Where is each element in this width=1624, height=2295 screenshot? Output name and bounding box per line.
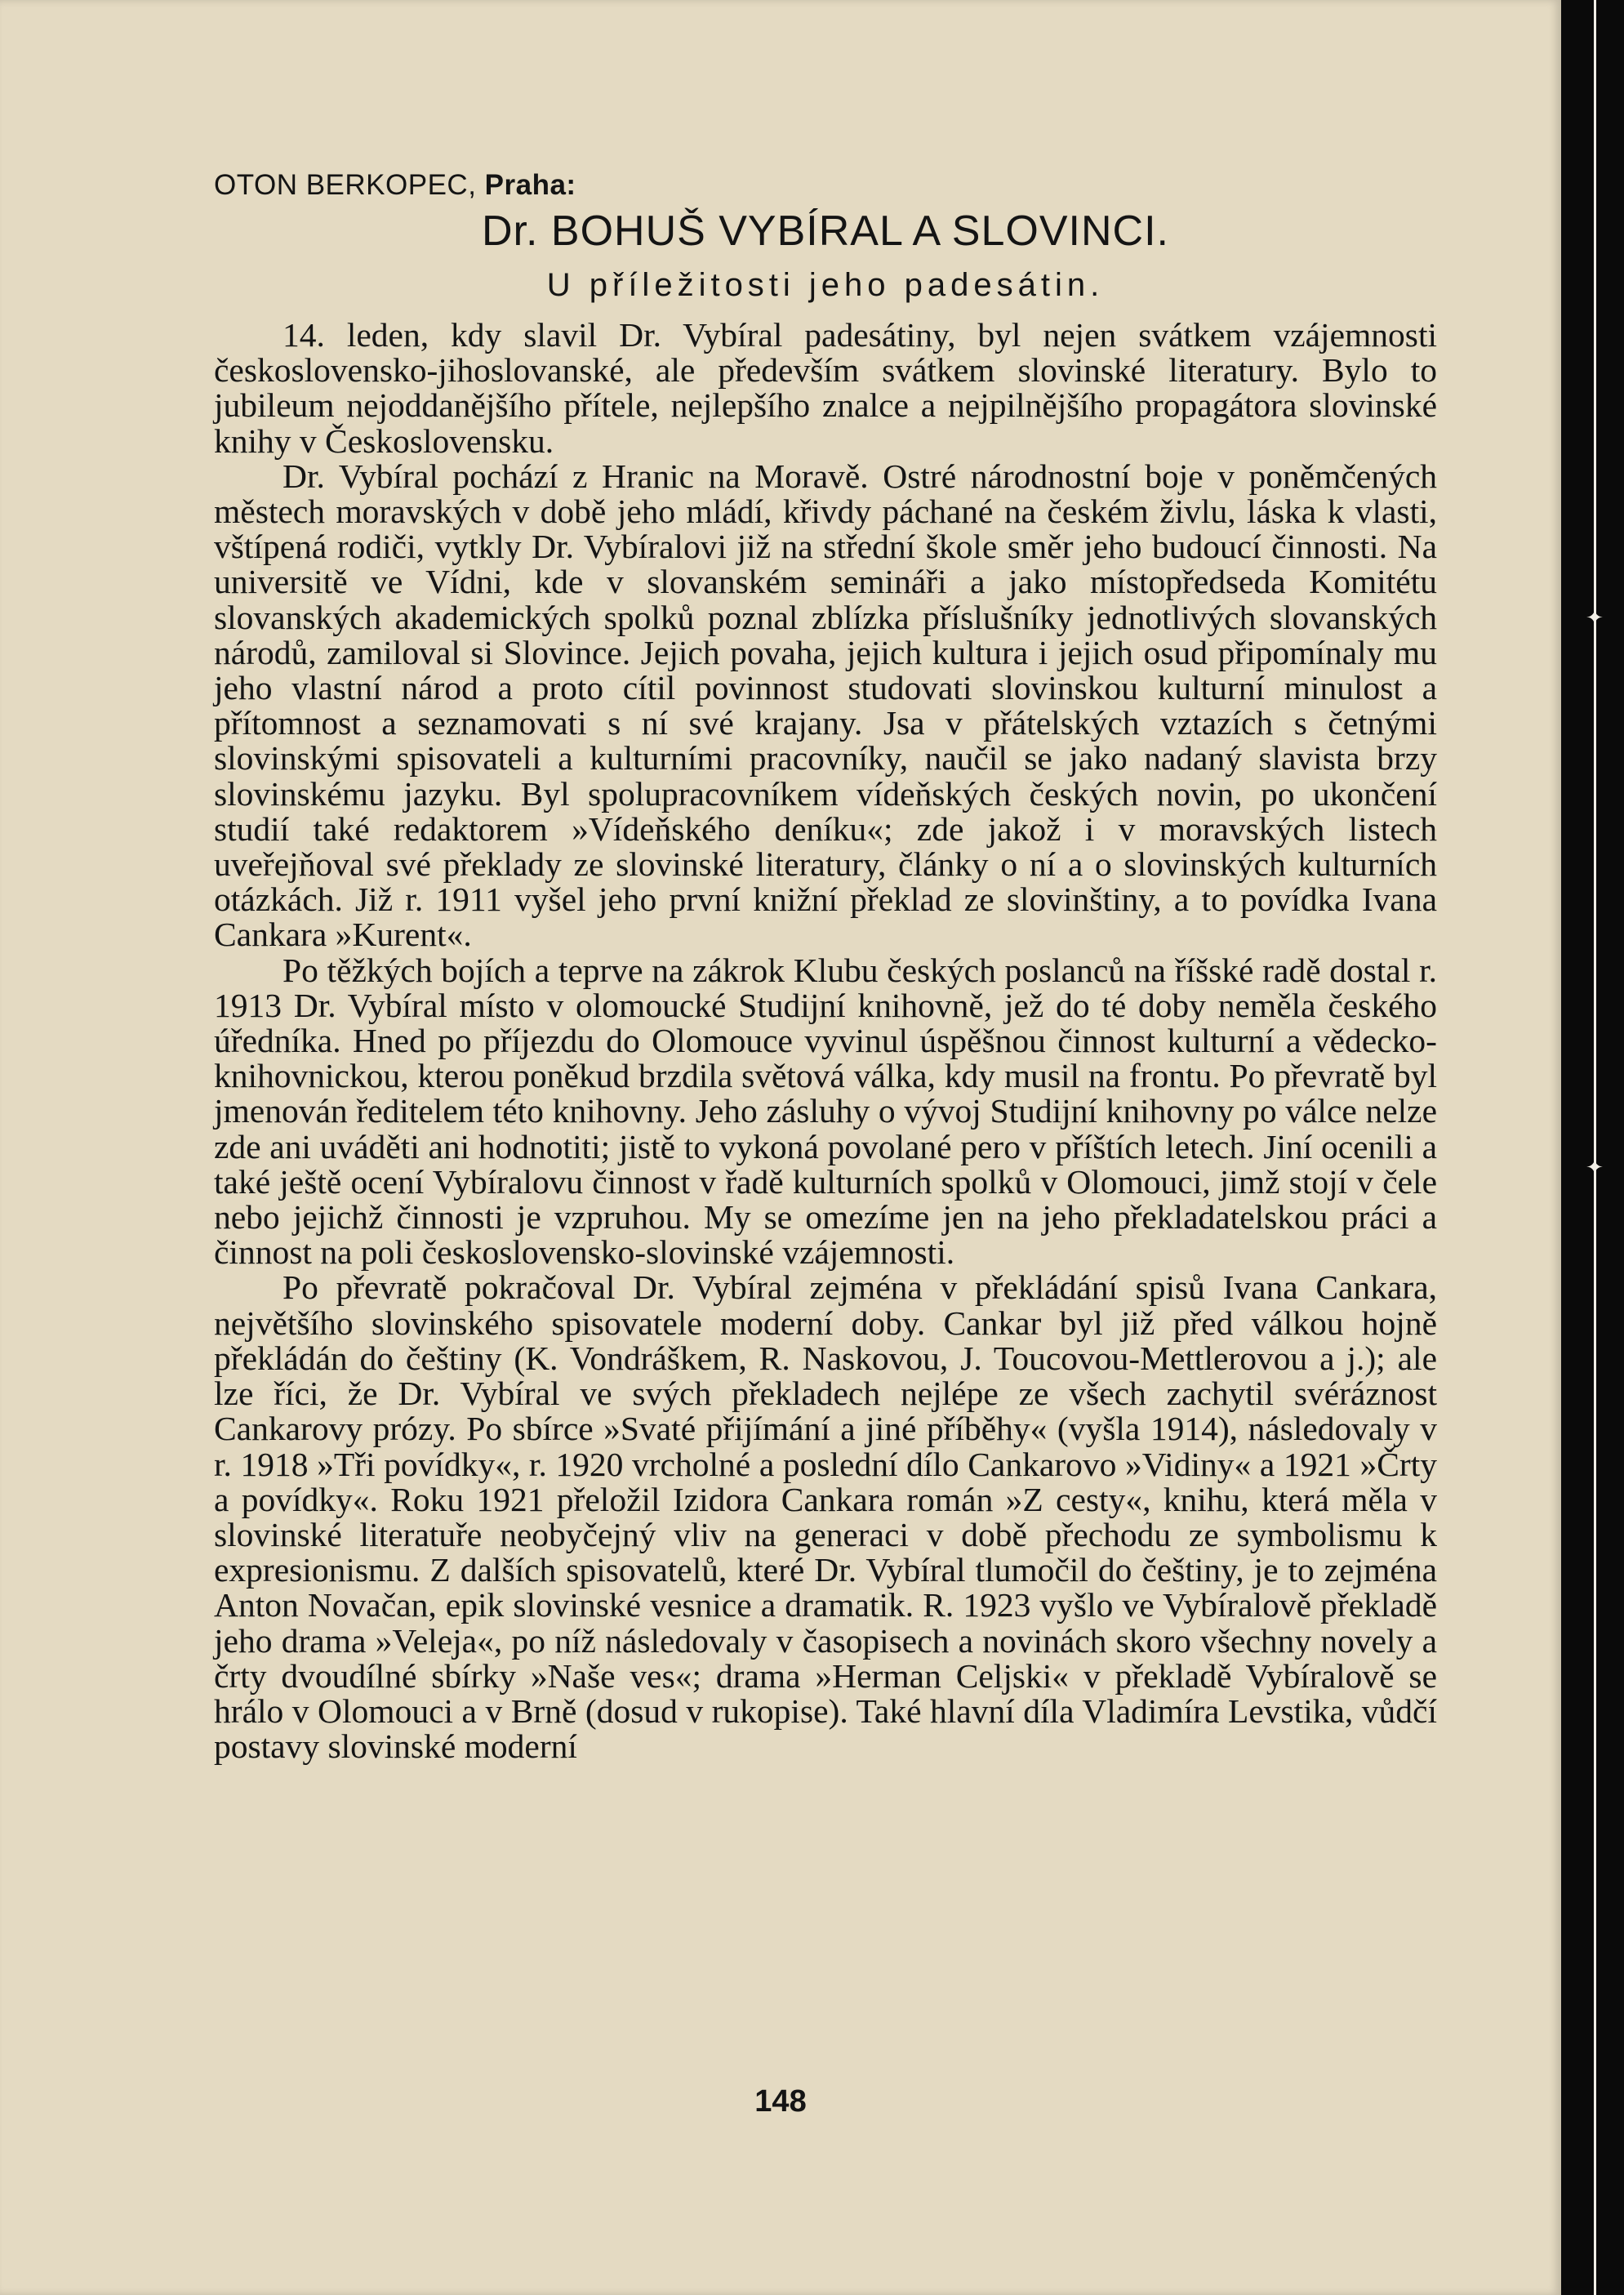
binding-mark-icon: ✦ — [1586, 606, 1604, 631]
author-line — [214, 167, 1437, 203]
article-subtitle: U příležitosti jeho padesátin. — [546, 267, 1105, 303]
paragraph-3: Po těžkých bojích a teprve na zákrok Klubu českých poslanců na říšské radě dostal r. 1913 Dr. Vybíral místo v olomoucké Studijní knihovně, jež do té doby neměla českého úředníka. Hned po příjezdu do Olomouce vyvinul úspěšnou činnost kulturní a vědecko-knihovnickou, kterou poněkud brzdila světová válka, kdy musil na frontu. Po převratě byl jmenován ředitelem této knihovny. Jeho zásluhy o vývoj Studijní knihovny po válce nelze zde ani uváděti ani hodnotiti; jistě to vykoná povolané pero v příštích letech. Jiní ocenili a také ještě ocení Vybíralovu činnost v řadě kulturních spolků v Olomouci, jimž stojí v čele nebo jejichž činnosti je vzpruhou. My se omezíme jen na jeho překladatelskou práci a činnost na poli československo-slovinské vzájemnosti. — [214, 951, 1437, 1272]
paragraph-2: Dr. Vybíral pochází z Hranic na Moravě. Ostré národnostní boje v poněmčených městech moravských v době jeho mládí, křivdy páchané na českém živlu, láska k vlasti, vštípená rodiči, vytkly Dr. Vybíralovi již na střední škole směr jeho budoucí činnosti. Na universitě ve Vídni, kde v slovanském semináři a jako místopředseda Komitétu slovanských akademických spolků poznal zblízka příslušníky jednotlivých slovanských národů, zamiloval si Slovince. Jejich povaha, jejich kultura i jejich osud připomínaly mu jeho vlastní národ a proto cítil povinnost studovati slovinskou kulturní minulost a přítomnost a seznamovati s ní své krajany. Jsa v přátelských vztazích s četnými slovinskými spisovateli a kulturními pracovníky, naučil se jako nadaný slavista brzy slovinskému jazyku. Byl spolupracovníkem vídeňských českých novin, po ukončení studií také redaktorem »Vídeňského deníku«; zde jakož i v moravských listech uveřejňoval své překlady ze slovinské literatury, články o ní a o slovinských kulturních otázkách. Již r. 1911 vyšel jeho první knižní překlad ze slovinštiny, a to povídka Ivana Cankara »Kurent«. — [214, 457, 1437, 954]
article-body — [214, 167, 1437, 1764]
author-name: OTON BERKOPEC, — [214, 169, 477, 201]
scan-margin — [1561, 0, 1624, 2295]
paragraph-1: 14. leden, kdy slavil Dr. Vybíral padesátiny, byl nejen svátkem vzájemnosti československo-jihoslovanské, ale především svátkem slovinské literatury. Bylo to jubileum nejoddanějšího přítele, nejlepšího znalce a nejpilnějšího propagátora slovinské knihy v Československu. — [214, 316, 1437, 460]
author-place: Praha: — [484, 169, 576, 201]
article-title: Dr. BOHUŠ VYBÍRAL A SLOVINCI. — [481, 207, 1169, 255]
binding-edge — [1594, 0, 1596, 2295]
binding-mark-icon: ✦ — [1586, 1156, 1604, 1180]
paragraph-4: Po převratě pokračoval Dr. Vybíral zejména v překládání spisů Ivana Cankara, největšího slovinského spisovatele moderní doby. Cankar byl již před válkou hojně překládán do češtiny (K. Vondráškem, R. Naskovou, J. Toucovou-Mettlerovou a j.); ale lze říci, že Dr. Vybíral ve svých překladech nejlépe ze všech zachytil svéráznost Cankarovy prózy. Po sbírce »Svaté přijímání a jiné příběhy« (vyšla 1914), následovaly v r. 1918 »Tři povídky«, r. 1920 vrcholné a poslední dílo Cankarovo »Vidiny« a 1921 »Črty a povídky«. Roku 1921 přeložil Izidora Cankara román »Z cesty«, knihu, která měla v slovinské literatuře neobyčejný vliv na generaci v době přechodu ze symbolismu k expresionismu. Z dalších spisovatelů, které Dr. Vybíral tlumočil do češtiny, je to zejména Anton Novačan, epik slovinské vesnice a dramatik. R. 1923 vyšlo ve Vybíralově překladě jeho drama »Veleja«, po níž následovaly v časopisech a novinách skoro všechny novely a črty dvoudílné sbírky »Naše ves«; drama »Herman Celjski« v překladě Vybíralově se hrálo v Olomouci a v Brně (dosud v rukopise). Také hlavní díla Vladimíra Levstika, vůdčí postavy slovinské moderní — [214, 1268, 1437, 1766]
page-number: 148 — [754, 2084, 807, 2119]
